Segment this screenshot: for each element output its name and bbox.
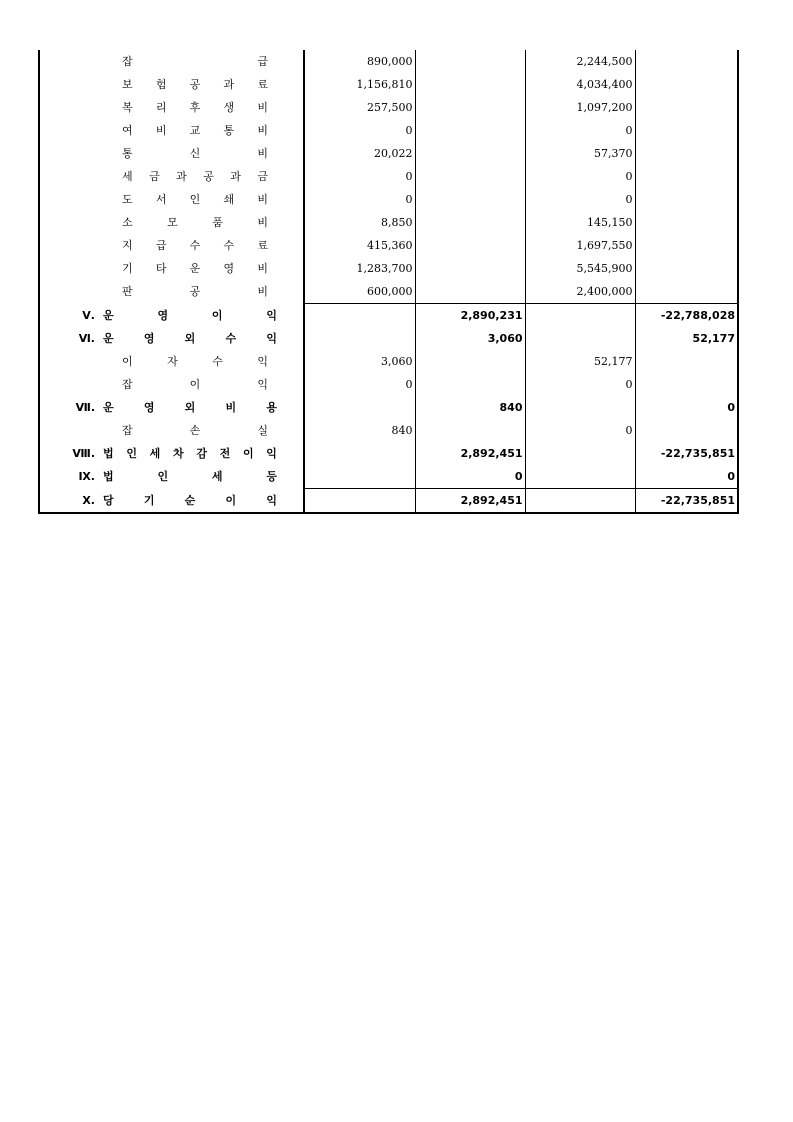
account-title: 법 인 세 차 감 전 이 익 [103,447,277,460]
account-title: 잡 급 [122,55,268,68]
account-row [39,419,738,442]
account-label [40,442,303,465]
detail-amount-cell: 1,283,700 [304,257,415,280]
account-name-cell [39,50,304,73]
total-amount-cell [635,188,738,211]
account-title: 세 금 과 공 과 금 [122,170,268,183]
total-amount-cell: 3,060 [415,327,525,350]
account-row [39,280,738,304]
section-number: Ⅵ. [78,332,95,345]
detail-amount-cell: 145,150 [525,211,635,234]
account-title: 운 영 외 수 익 [103,332,277,345]
account-name-cell [39,165,304,188]
total-amount-cell [635,257,738,280]
section-number: Ⅸ. [78,470,95,484]
account-name-cell [39,350,304,373]
detail-amount-cell: 0 [525,373,635,396]
account-name-cell [39,373,304,396]
detail-amount-cell: 0 [304,373,415,396]
total-amount-cell [635,419,738,442]
detail-amount-cell: 0 [304,165,415,188]
total-amount-cell: 52,177 [635,327,738,350]
section-row [39,442,738,465]
account-title: 이 자 수 익 [122,355,268,368]
section-number: Ⅹ. [82,493,95,507]
total-amount-cell: -22,788,028 [635,304,738,328]
account-name-cell [39,489,304,514]
total-amount-cell: 0 [635,465,738,489]
detail-amount-cell [525,489,635,514]
section-row [39,396,738,419]
account-name-cell [39,304,304,328]
detail-amount-cell [304,396,415,419]
account-row [39,350,738,373]
total-amount-cell [635,96,738,119]
statement-body [39,50,738,513]
total-amount-cell [415,257,525,280]
total-amount-cell [635,373,738,396]
account-title: 판 공 비 [122,285,268,299]
account-title: 당 기 순 이 익 [103,493,277,507]
detail-amount-cell: 3,060 [304,350,415,373]
detail-amount-cell [525,327,635,350]
detail-amount-cell: 600,000 [304,280,415,304]
account-title: 운 영 외 비 용 [103,401,277,414]
account-title: 운 영 이 익 [103,308,277,322]
detail-amount-cell: 840 [304,419,415,442]
account-name-cell [39,419,304,442]
total-amount-cell [635,280,738,304]
detail-amount-cell [525,304,635,328]
account-title: 소 모 품 비 [122,216,268,229]
total-amount-cell: 2,892,451 [415,489,525,514]
account-name-cell [39,396,304,419]
account-row [39,257,738,280]
detail-amount-cell [304,304,415,328]
account-title: 잡 손 실 [122,424,268,437]
account-name-cell [39,211,304,234]
account-row [39,50,738,73]
detail-amount-cell: 415,360 [304,234,415,257]
account-title: 통 신 비 [122,147,268,160]
account-name-cell [39,73,304,96]
total-amount-cell [415,280,525,304]
total-amount-cell [415,73,525,96]
account-label [40,73,303,96]
account-label [40,50,303,73]
section-row [39,465,738,489]
total-amount-cell [415,142,525,165]
account-title: 여 비 교 통 비 [122,124,268,137]
account-title: 지 급 수 수 료 [122,239,268,252]
account-name-cell [39,142,304,165]
total-amount-cell: 0 [415,465,525,489]
account-title: 복 리 후 생 비 [122,101,268,114]
account-row [39,234,738,257]
account-name-cell [39,119,304,142]
account-label [40,419,303,442]
account-label [40,396,303,419]
detail-amount-cell: 0 [525,188,635,211]
account-label [40,188,303,211]
account-name-cell [39,442,304,465]
account-name-cell [39,96,304,119]
detail-amount-cell: 890,000 [304,50,415,73]
detail-amount-cell [525,442,635,465]
account-label [40,327,303,350]
account-name-cell [39,257,304,280]
detail-amount-cell: 0 [525,165,635,188]
account-row [39,188,738,211]
account-title: 도 서 인 쇄 비 [122,193,268,206]
account-row [39,165,738,188]
detail-amount-cell: 57,370 [525,142,635,165]
detail-amount-cell: 1,097,200 [525,96,635,119]
section-row [39,327,738,350]
detail-amount-cell [304,489,415,514]
total-amount-cell [415,119,525,142]
account-row [39,373,738,396]
detail-amount-cell: 20,022 [304,142,415,165]
detail-amount-cell: 0 [525,119,635,142]
account-row [39,142,738,165]
total-amount-cell [635,165,738,188]
total-amount-cell [635,50,738,73]
account-label [40,96,303,119]
total-amount-cell [635,119,738,142]
total-amount-cell: 840 [415,396,525,419]
total-amount-cell: 2,890,231 [415,304,525,328]
detail-amount-cell [304,327,415,350]
account-label [40,234,303,257]
detail-amount-cell: 8,850 [304,211,415,234]
account-row [39,211,738,234]
account-name-cell [39,465,304,489]
detail-amount-cell: 257,500 [304,96,415,119]
detail-amount-cell [304,465,415,489]
total-amount-cell [635,234,738,257]
section-row [39,304,738,328]
detail-amount-cell [525,465,635,489]
total-amount-cell: 2,892,451 [415,442,525,465]
account-title: 보 험 공 과 료 [122,78,268,91]
total-amount-cell [635,350,738,373]
section-number: Ⅴ. [82,308,95,322]
account-title: 법 인 세 등 [103,470,277,484]
account-label [40,165,303,188]
detail-amount-cell: 4,034,400 [525,73,635,96]
total-amount-cell [635,73,738,96]
section-number: Ⅷ. [72,447,95,460]
detail-amount-cell: 2,400,000 [525,280,635,304]
account-name-cell [39,234,304,257]
account-label [40,119,303,142]
account-label [40,489,303,512]
account-name-cell [39,280,304,304]
detail-amount-cell [525,396,635,419]
detail-amount-cell: 1,697,550 [525,234,635,257]
total-amount-cell [415,165,525,188]
account-title: 기 타 운 영 비 [122,262,268,275]
account-label [40,304,303,327]
account-row [39,119,738,142]
income-statement-table [38,50,739,514]
total-amount-cell: -22,735,851 [635,442,738,465]
total-amount-cell [415,373,525,396]
detail-amount-cell: 0 [304,119,415,142]
detail-amount-cell [304,442,415,465]
account-name-cell [39,327,304,350]
total-amount-cell [415,211,525,234]
total-amount-cell [415,188,525,211]
account-label [40,280,303,303]
account-label [40,373,303,396]
total-amount-cell [635,211,738,234]
account-label [40,257,303,280]
section-row [39,489,738,514]
detail-amount-cell: 1,156,810 [304,73,415,96]
account-label [40,211,303,234]
account-label [40,465,303,488]
total-amount-cell [415,350,525,373]
detail-amount-cell: 0 [304,188,415,211]
detail-amount-cell: 2,244,500 [525,50,635,73]
detail-amount-cell: 52,177 [525,350,635,373]
total-amount-cell: 0 [635,396,738,419]
account-title: 잡 이 익 [122,378,268,391]
total-amount-cell [415,96,525,119]
account-row [39,73,738,96]
total-amount-cell: -22,735,851 [635,489,738,514]
total-amount-cell [415,50,525,73]
account-label [40,142,303,165]
total-amount-cell [635,142,738,165]
section-number: Ⅶ. [75,401,95,414]
account-name-cell [39,188,304,211]
detail-amount-cell: 0 [525,419,635,442]
account-row [39,96,738,119]
total-amount-cell [415,419,525,442]
account-label [40,350,303,373]
detail-amount-cell: 5,545,900 [525,257,635,280]
total-amount-cell [415,234,525,257]
